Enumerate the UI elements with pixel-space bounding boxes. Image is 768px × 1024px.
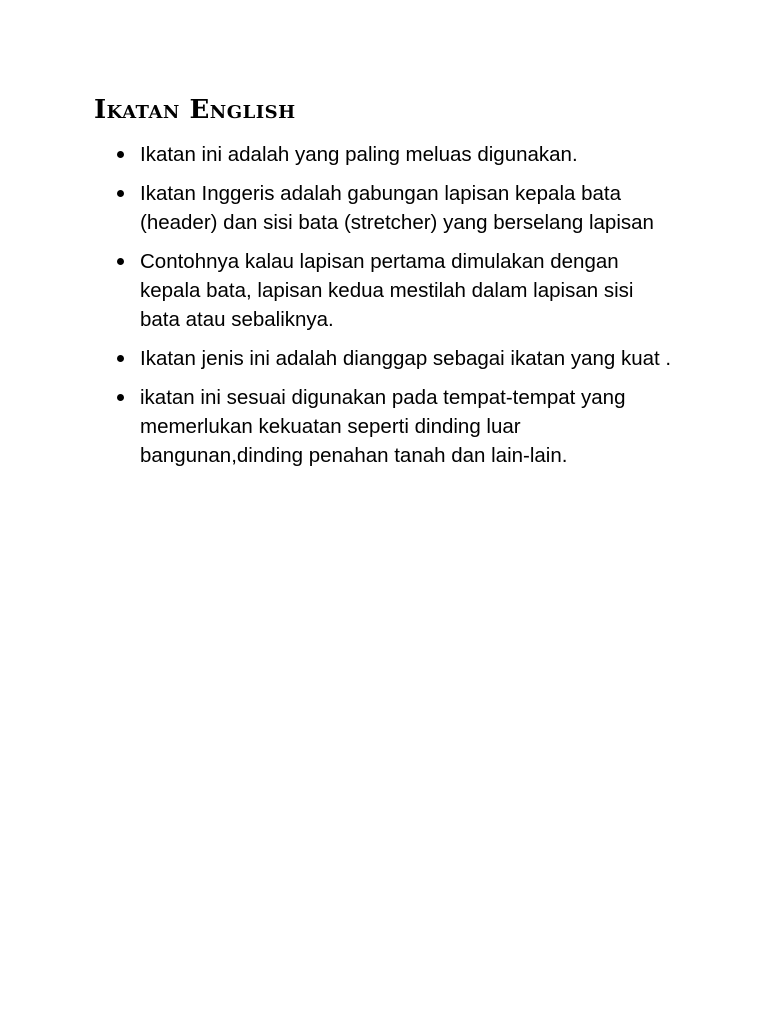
bullet-icon — [117, 355, 124, 362]
list-item-text: Contohnya kalau lapisan pertama dimulakan dengan kepala bata, lapisan kedua mestilah dalam lapisan sisi bata atau sebaliknya. — [140, 250, 634, 331]
bullet-icon — [117, 190, 124, 197]
page-title: Ikatan English — [94, 95, 296, 125]
list-item — [114, 140, 674, 169]
bullet-icon — [117, 394, 124, 401]
list-item-text: ikatan ini sesuai digunakan pada tempat-tempat yang memerlukan kekuatan seperti dinding luar bangunan,dinding penahan tanah dan lain-lain. — [140, 386, 626, 467]
list-item — [114, 247, 674, 334]
list-item — [114, 383, 674, 470]
bullet-icon — [117, 151, 124, 158]
list-item-text: Ikatan jenis ini adalah dianggap sebagai ikatan yang kuat . — [140, 347, 672, 370]
bullet-icon — [117, 258, 124, 265]
bullet-list — [114, 140, 674, 480]
list-item — [114, 179, 674, 237]
list-item-text: Ikatan Inggeris adalah gabungan lapisan kepala bata (header) dan sisi bata (stretcher) yang berselang lapisan — [140, 182, 654, 234]
list-item-text: Ikatan ini adalah yang paling meluas digunakan. — [140, 143, 578, 166]
list-item — [114, 344, 674, 373]
